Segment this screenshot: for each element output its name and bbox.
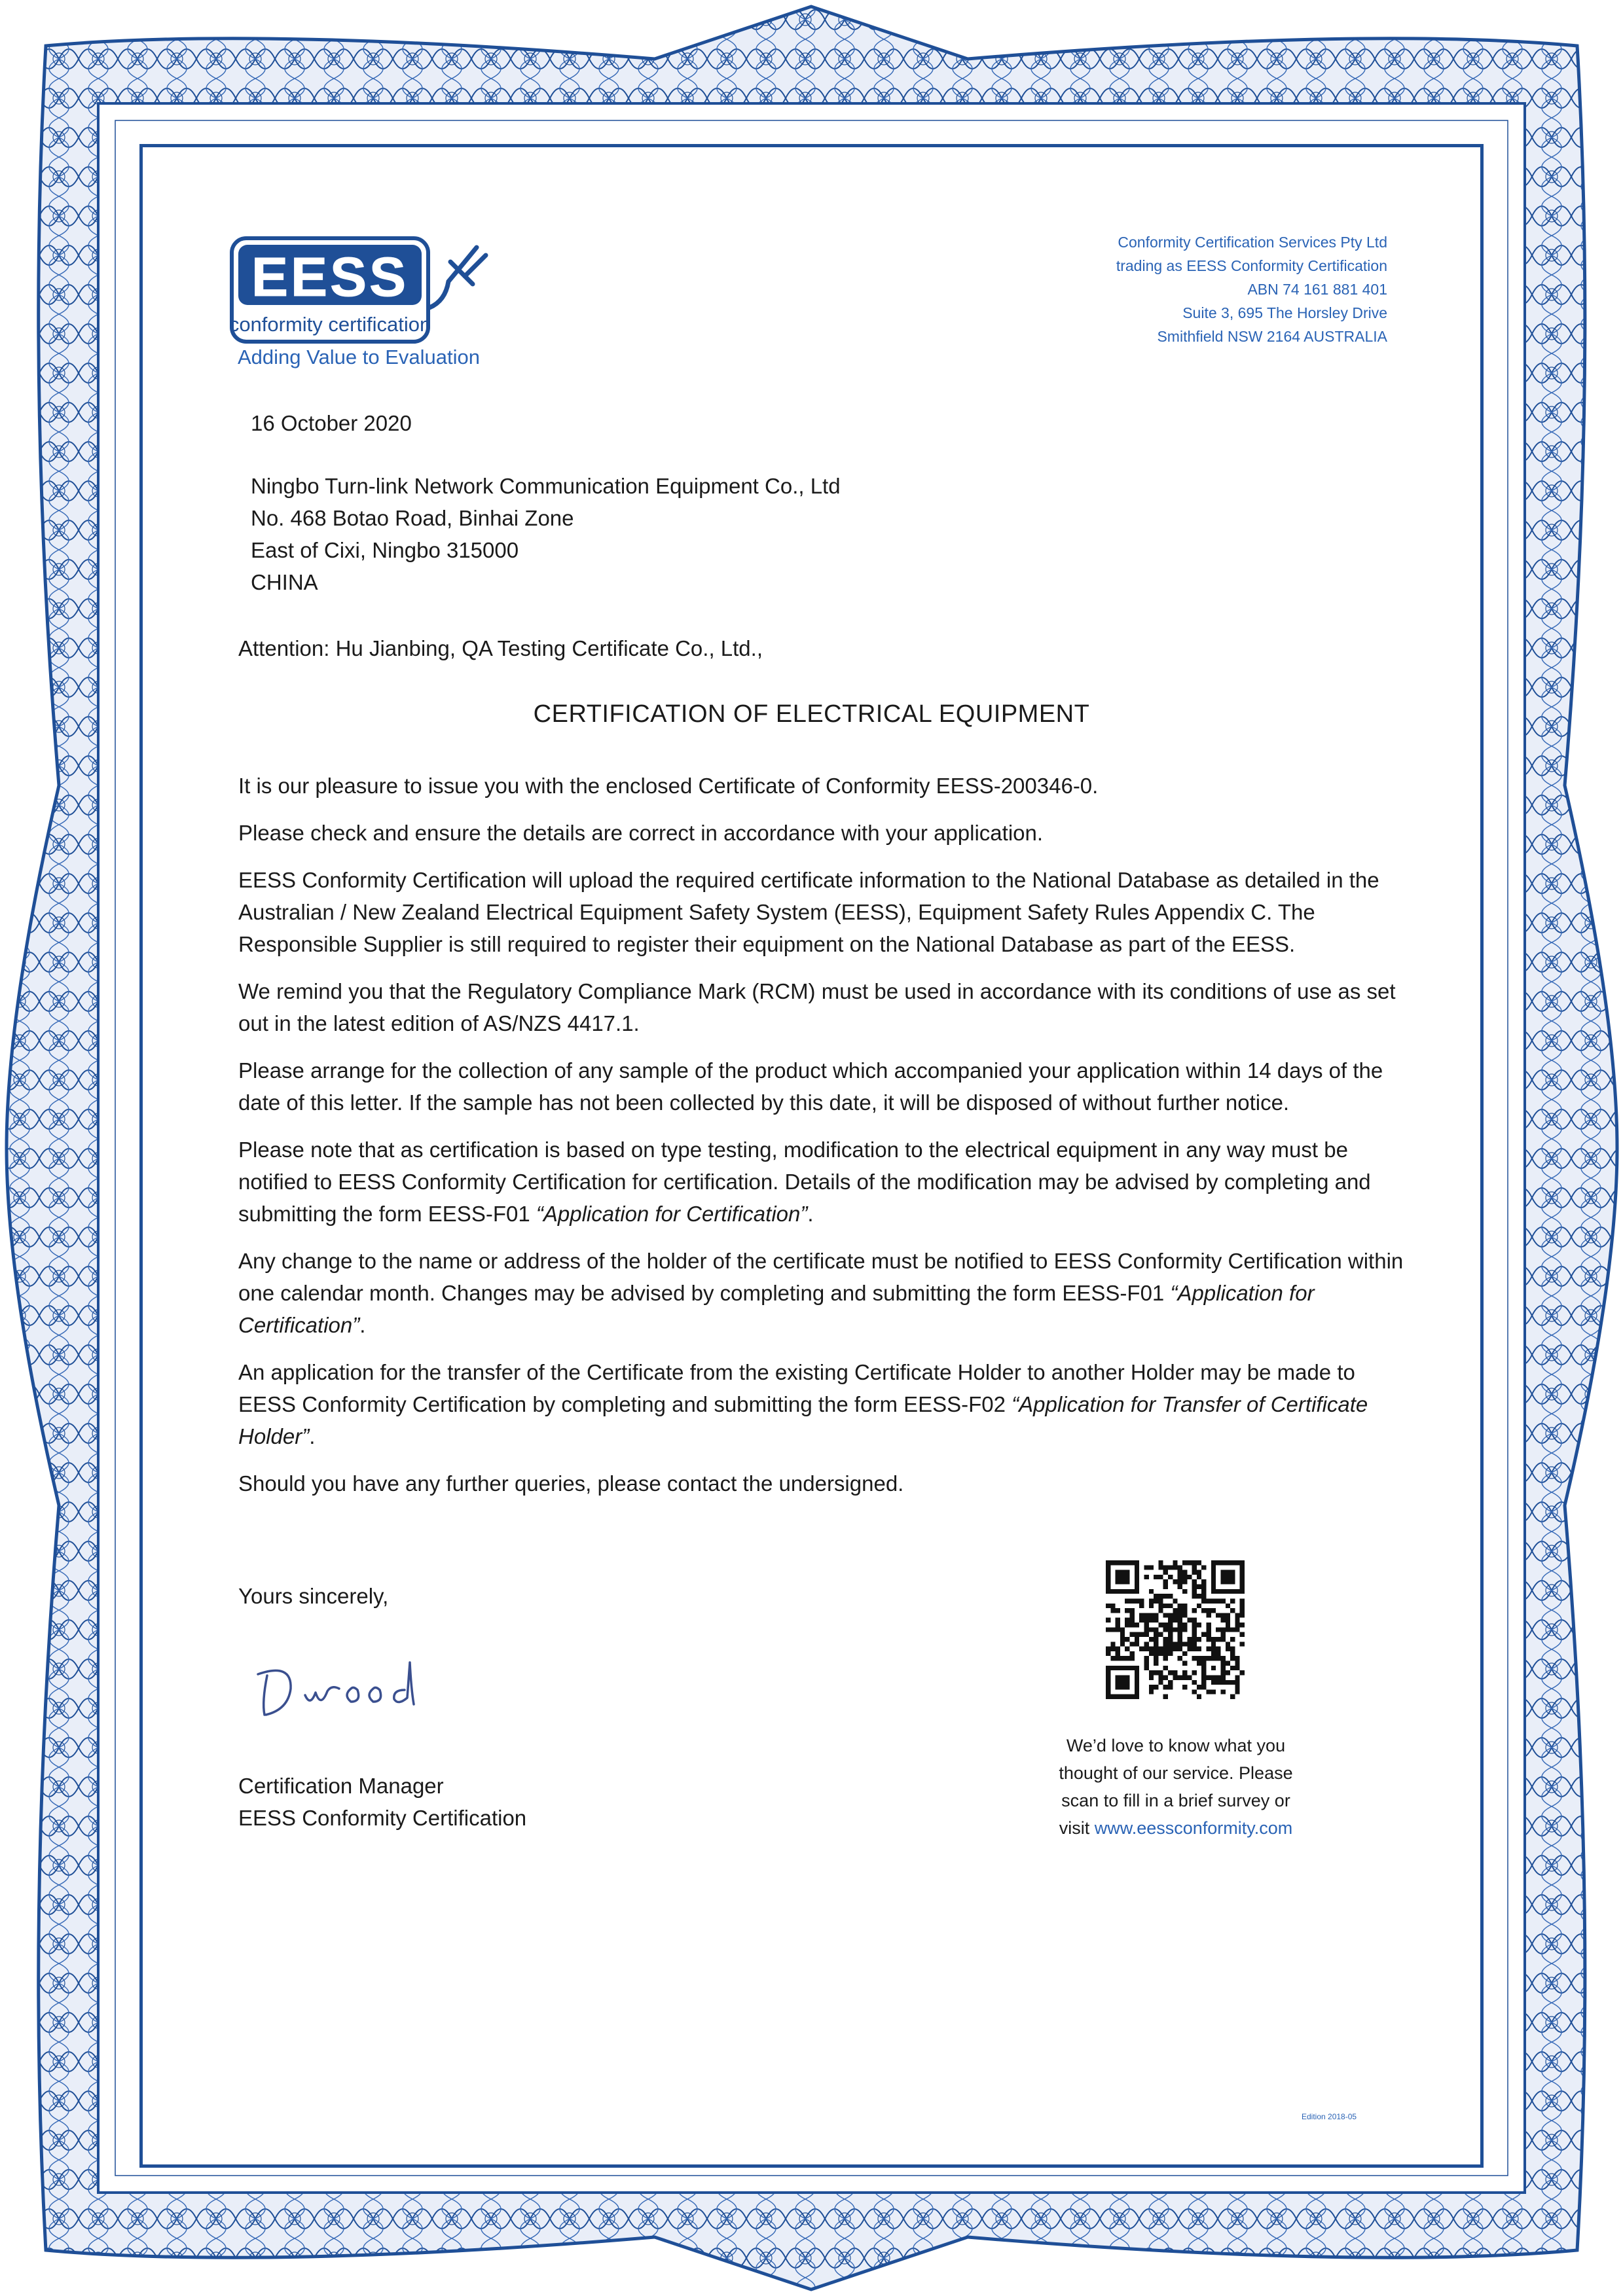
paragraph-text: Please note that as certification is based on type testing, modification to the electrical equipment in any way must be notified to EESS Conformity Certification for certification. Details of the modification may be advised by completing and submitting the form EESS-F01 — [238, 1138, 1371, 1226]
attention-line: Attention: Hu Jianbing, QA Testing Certificate Co., Ltd., — [238, 636, 763, 660]
edition-note: Edition 2018-05 — [1302, 2112, 1357, 2121]
company-line: trading as EESS Conformity Certification — [1116, 257, 1387, 274]
logo-wordmark: EESS — [251, 246, 409, 308]
survey-line: scan to fill in a brief survey or — [1061, 1791, 1290, 1810]
recipient-address — [251, 470, 841, 598]
closing: Yours sincerely, — [238, 1584, 389, 1608]
letter-body — [238, 770, 1404, 1515]
form-title: “Application for Certification” — [238, 1281, 1315, 1337]
paragraph-text: . — [359, 1313, 366, 1337]
paragraph: EESS Conformity Certification will upload the required certificate information to the National Database as detailed in the Australian / New Zealand Electrical Equipment Safety System (EESS), Equipment Safety Rules Appendix C. The Responsible Supplier is still required to register their equipment on the National Database as part of the EESS. — [238, 868, 1379, 956]
paragraph: We remind you that the Regulatory Compliance Mark (RCM) must be used in accordance with its conditions of use as set out in the latest edition of AS/NZS 4417.1. — [238, 979, 1396, 1035]
paragraph: It is our pleasure to issue you with the enclosed Certificate of Conformity EESS-200346-0. — [238, 774, 1099, 798]
survey-line: We’d love to know what you — [1066, 1736, 1286, 1755]
form-title: “Application for Transfer of Certificate Holder” — [238, 1392, 1368, 1448]
letter-date: 16 October 2020 — [251, 411, 412, 435]
signatory-title: Certification Manager — [238, 1774, 444, 1798]
paragraph — [238, 1356, 1404, 1452]
form-title: “Application for Certification” — [536, 1202, 808, 1226]
website-link[interactable]: www.eessconformity.com — [1094, 1818, 1293, 1838]
paragraph-text: An application for the transfer of the Certificate from the existing Certificate Holder to another Holder may be made to EESS Conformity Certification by completing and submitting the form EESS-F02 — [238, 1360, 1355, 1416]
signatory-org: EESS Conformity Certification — [238, 1806, 527, 1830]
survey-visit-line — [1019, 1814, 1333, 1842]
paragraph — [238, 1245, 1404, 1341]
paragraph-text: . — [309, 1424, 316, 1448]
address-line: CHINA — [251, 570, 318, 594]
paragraph: Should you have any further queries, please contact the undersigned. — [238, 1471, 904, 1496]
address-line: East of Cixi, Ningbo 315000 — [251, 538, 519, 562]
paragraph-text: Any change to the name or address of the holder of the certificate must be notified to EESS Conformity Certification within one calendar month. Changes may be advised by completing and submitting the form EESS-F01 — [238, 1249, 1404, 1305]
paragraph-text: . — [807, 1202, 814, 1226]
logo-subtitle: conformity certification — [229, 313, 431, 336]
address-line: Ningbo Turn-link Network Communication Equipment Co., Ltd — [251, 474, 841, 498]
paragraph — [238, 1134, 1404, 1230]
company-line: ABN 74 161 881 401 — [1247, 281, 1387, 298]
logo-tagline: Adding Value to Evaluation — [238, 346, 480, 368]
survey-line: thought of our service. Please — [1059, 1763, 1293, 1783]
handwritten-signature — [253, 1649, 488, 1721]
letter-heading: CERTIFICATION OF ELECTRICAL EQUIPMENT — [533, 700, 1090, 728]
eess-logo — [229, 236, 498, 347]
address-line: No. 468 Botao Road, Binhai Zone — [251, 506, 574, 530]
company-line: Smithfield NSW 2164 AUSTRALIA — [1157, 328, 1387, 345]
paragraph: Please check and ensure the details are correct in accordance with your application. — [238, 821, 1044, 845]
visit-prefix: visit — [1059, 1818, 1095, 1838]
survey-qr-code[interactable] — [1106, 1560, 1245, 1699]
company-line: Conformity Certification Services Pty Ltd — [1118, 234, 1387, 251]
survey-note — [1019, 1732, 1333, 1842]
plug-icon — [429, 247, 486, 308]
company-line: Suite 3, 695 The Horsley Drive — [1182, 304, 1387, 321]
company-details — [929, 230, 1387, 348]
signoff-block — [238, 1770, 526, 1834]
paragraph: Please arrange for the collection of any sample of the product which accompanied your application within 14 days of the date of this letter. If the sample has not been collected by this date, it will be disposed of without further notice. — [238, 1058, 1383, 1115]
